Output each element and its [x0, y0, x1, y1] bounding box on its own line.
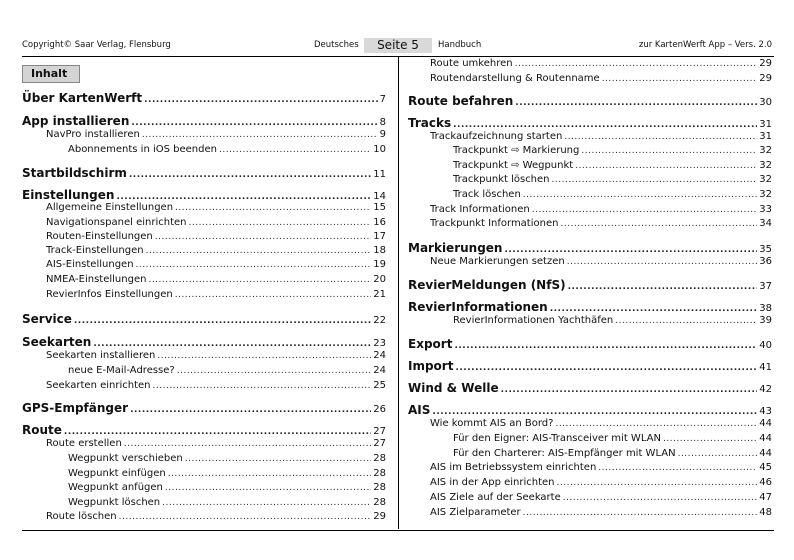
- toc-entry-title: Für den Eigner: AIS-Transceiver mit WLAN: [453, 433, 661, 444]
- toc-entry-page: 39: [759, 315, 772, 326]
- toc-entry-title: Trackpunkt löschen: [453, 174, 550, 185]
- toc-dot-leader: [129, 170, 371, 180]
- toc-entry[interactable]: [408, 300, 772, 314]
- toc-dot-leader: [567, 257, 758, 267]
- toc-entry-page: 32: [759, 160, 772, 171]
- toc-entry-title: Trackpunkt Informationen: [430, 218, 559, 229]
- toc-entry[interactable]: [430, 507, 772, 518]
- toc-entry[interactable]: [46, 202, 386, 213]
- toc-entry[interactable]: [408, 359, 772, 373]
- toc-entry-title: RevierInformationen: [408, 300, 548, 314]
- toc-entry[interactable]: [453, 448, 772, 459]
- toc-entry-title: Navigationspanel einrichten: [46, 217, 187, 228]
- toc-dot-leader: [455, 363, 757, 373]
- toc-entry-page: 32: [759, 145, 772, 156]
- toc-entry[interactable]: [46, 511, 386, 522]
- toc-entry[interactable]: [22, 312, 386, 326]
- toc-entry[interactable]: [453, 160, 772, 171]
- toc-entry-title: AIS-Einstellungen: [46, 259, 134, 270]
- toc-entry-page: 40: [759, 340, 772, 351]
- toc-entry-page: 33: [759, 204, 772, 215]
- toc-entry-title: Track Informationen: [430, 204, 530, 215]
- toc-entry-page: 14: [373, 191, 386, 202]
- toc-dot-leader: [454, 341, 757, 351]
- toc-entry[interactable]: [453, 189, 772, 200]
- toc-entry[interactable]: [430, 218, 772, 229]
- toc-dot-leader: [663, 434, 757, 444]
- toc-dot-leader: [144, 95, 378, 105]
- toc-entry[interactable]: [68, 497, 386, 508]
- toc-entry-title: Tracks: [408, 116, 452, 130]
- toc-entry-page: 42: [759, 384, 772, 395]
- toc-dot-leader: [555, 419, 757, 429]
- toc-dot-leader: [515, 59, 758, 69]
- toc-entry-page: 24: [373, 350, 386, 361]
- toc-entry-title: Import: [408, 359, 454, 373]
- toc-entry-page: 9: [379, 129, 386, 140]
- toc-entry[interactable]: [68, 482, 386, 493]
- toc-entry[interactable]: [46, 289, 386, 300]
- toc-entry-page: 46: [759, 477, 772, 488]
- toc-dot-leader: [116, 192, 371, 202]
- toc-entry[interactable]: [430, 256, 772, 267]
- footer-rule: [22, 530, 774, 531]
- toc-dot-leader: [165, 483, 371, 493]
- toc-entry[interactable]: [46, 217, 386, 228]
- toc-entry-title: Route befahren: [408, 94, 514, 108]
- toc-entry[interactable]: [408, 337, 772, 351]
- toc-entry-title: Wegpunkt löschen: [68, 497, 161, 508]
- toc-entry-title: Über KartenWerft: [22, 91, 143, 105]
- toc-entry-page: 36: [759, 256, 772, 267]
- toc-entry-title: Seekarten installieren: [46, 350, 156, 361]
- toc-entry-title: Seekarten: [22, 335, 92, 349]
- toc-entry[interactable]: [46, 259, 386, 270]
- toc-entry-title: RevierMeldungen (NfS): [408, 278, 566, 292]
- toc-dot-leader: [142, 130, 378, 140]
- toc-entry-title: Routen-Einstellungen: [46, 231, 153, 242]
- toc-dot-leader: [602, 74, 758, 84]
- toc-entry-title: Export: [408, 337, 453, 351]
- toc-dot-leader: [188, 218, 371, 228]
- toc-entry[interactable]: [68, 365, 386, 376]
- toc-entry-page: 10: [373, 144, 386, 155]
- toc-entry[interactable]: [453, 174, 772, 185]
- toc-entry-title: App installieren: [22, 114, 130, 128]
- toc-entry[interactable]: [408, 94, 772, 108]
- toc-entry-title: Neue Markierungen setzen: [430, 256, 565, 267]
- toc-dot-leader: [615, 316, 757, 326]
- toc-entry-page: 19: [373, 259, 386, 270]
- toc-entry[interactable]: [46, 380, 386, 391]
- toc-entry-page: 43: [759, 406, 772, 417]
- toc-entry-page: 31: [759, 131, 772, 142]
- toc-entry[interactable]: [430, 418, 772, 429]
- toc-dot-leader: [93, 339, 371, 349]
- toc-entry-page: 11: [373, 169, 386, 180]
- toc-entry[interactable]: [22, 114, 386, 128]
- toc-entry-title: Route umkehren: [430, 58, 513, 69]
- toc-entry-title: AIS Zielparameter: [430, 507, 521, 518]
- toc-entry[interactable]: [430, 131, 772, 142]
- toc-entry[interactable]: [408, 278, 772, 292]
- toc-entry-title: Route erstellen: [46, 438, 122, 449]
- toc-entry-title: GPS-Empfänger: [22, 401, 129, 415]
- toc-dot-leader: [177, 366, 372, 376]
- toc-entry[interactable]: [22, 166, 386, 180]
- toc-entry-page: 8: [379, 117, 386, 128]
- toc-dot-leader: [523, 508, 758, 518]
- toc-entry-title: Track löschen: [453, 189, 521, 200]
- toc-entry-page: 32: [759, 174, 772, 185]
- toc-entry-title: Startbildschirm: [22, 166, 127, 180]
- toc-dot-leader: [119, 512, 372, 522]
- toc-entry-page: 28: [373, 497, 386, 508]
- toc-entry-page: 47: [759, 492, 772, 503]
- toc-dot-leader: [564, 132, 757, 142]
- toc-entry[interactable]: [408, 241, 772, 255]
- header-page-number: Seite 5: [364, 38, 432, 53]
- toc-entry-title: AIS Ziele auf der Seekarte: [430, 492, 561, 503]
- toc-entry-title: Wegpunkt anfügen: [68, 482, 163, 493]
- toc-entry[interactable]: [22, 401, 386, 415]
- toc-entry[interactable]: [430, 492, 772, 503]
- toc-entry-page: 48: [759, 507, 772, 518]
- toc-entry[interactable]: [68, 144, 386, 155]
- toc-entry-page: 32: [759, 189, 772, 200]
- toc-dot-leader: [550, 304, 758, 314]
- toc-dot-leader: [162, 498, 371, 508]
- toc-dot-leader: [153, 381, 372, 391]
- toc-entry-page: 38: [759, 303, 772, 314]
- toc-entry-title: AIS in der App einrichten: [430, 477, 555, 488]
- toc-dot-leader: [552, 175, 758, 185]
- toc-entry-page: 44: [759, 433, 772, 444]
- toc-dot-leader: [501, 385, 758, 395]
- toc-entry-page: 41: [759, 362, 772, 373]
- toc-entry-title: RevierInformationen Yachthäfen: [453, 315, 614, 326]
- toc-entry-title: AIS: [408, 403, 431, 417]
- toc-dot-leader: [155, 232, 372, 242]
- toc-entry-page: 29: [373, 511, 386, 522]
- toc-entry-page: 28: [373, 468, 386, 479]
- toc-dot-leader: [219, 145, 371, 155]
- toc-entry-page: 37: [759, 281, 772, 292]
- toc-dot-leader: [185, 454, 372, 464]
- toc-entry-page: 28: [373, 482, 386, 493]
- toc-entry-title: Route: [22, 423, 62, 437]
- toc-entry[interactable]: [46, 129, 386, 140]
- toc-dot-leader: [678, 449, 758, 459]
- toc-dot-leader: [175, 290, 372, 300]
- toc-entry-page: 7: [379, 94, 386, 105]
- header-copyright: Copyright© Saar Verlag, Flensburg: [22, 40, 171, 50]
- toc-entry-page: 15: [373, 202, 386, 213]
- toc-entry-page: 17: [373, 231, 386, 242]
- header-app-version: zur KartenWerft App – Vers. 2.0: [638, 40, 772, 50]
- toc-entry[interactable]: [22, 91, 386, 105]
- toc-heading: Inhalt: [22, 65, 80, 83]
- toc-entry-page: 16: [373, 217, 386, 228]
- toc-entry-page: 25: [373, 380, 386, 391]
- toc-entry-page: 45: [759, 462, 772, 473]
- toc-dot-leader: [532, 205, 758, 215]
- toc-entry[interactable]: [22, 423, 386, 437]
- toc-entry-title: Trackpunkt ⇨ Markierung: [453, 145, 580, 156]
- toc-entry-page: 27: [373, 426, 386, 437]
- toc-dot-leader: [136, 260, 372, 270]
- toc-dot-leader: [504, 245, 757, 255]
- toc-entry-title: RevierInfos Einstellungen: [46, 289, 173, 300]
- toc-dot-leader: [515, 98, 757, 108]
- toc-entry[interactable]: [453, 315, 772, 326]
- toc-entry[interactable]: [22, 188, 386, 202]
- toc-dot-leader: [175, 203, 371, 213]
- toc-entry[interactable]: [46, 274, 386, 285]
- toc-entry-title: Einstellungen: [22, 188, 115, 202]
- toc-entry-title: NavPro installieren: [46, 129, 140, 140]
- toc-dot-leader: [523, 190, 757, 200]
- toc-entry-page: 23: [373, 338, 386, 349]
- toc-entry[interactable]: [453, 145, 772, 156]
- toc-entry[interactable]: [408, 381, 772, 395]
- toc-entry[interactable]: [68, 453, 386, 464]
- toc-entry-title: Routendarstellung & Routenname: [430, 73, 600, 84]
- toc-entry[interactable]: [46, 350, 386, 361]
- toc-entry-title: neue E-Mail-Adresse?: [68, 365, 175, 376]
- toc-dot-leader: [148, 275, 371, 285]
- toc-entry-page: 30: [759, 97, 772, 108]
- toc-dot-leader: [568, 282, 758, 292]
- toc-entry-page: 26: [373, 404, 386, 415]
- toc-entry[interactable]: [46, 245, 386, 256]
- toc-entry-page: 18: [373, 245, 386, 256]
- toc-entry[interactable]: [46, 231, 386, 242]
- toc-entry-page: 44: [759, 418, 772, 429]
- toc-entry-page: 34: [759, 218, 772, 229]
- toc-entry-title: Abonnements in iOS beenden: [68, 144, 217, 155]
- toc-entry[interactable]: [453, 433, 772, 444]
- toc-dot-leader: [598, 463, 757, 473]
- toc-entry-page: 31: [759, 119, 772, 130]
- toc-entry-title: Seekarten einrichten: [46, 380, 151, 391]
- toc-entry[interactable]: [408, 403, 772, 417]
- toc-entry-page: 21: [373, 289, 386, 300]
- toc-entry-page: 29: [759, 58, 772, 69]
- toc-dot-leader: [557, 478, 758, 488]
- toc-dot-leader: [74, 316, 371, 326]
- toc-dot-leader: [453, 120, 757, 130]
- toc-entry[interactable]: [46, 438, 386, 449]
- toc-entry-title: Markierungen: [408, 241, 503, 255]
- toc-dot-leader: [146, 246, 372, 256]
- toc-entry-title: AIS im Betriebssystem einrichten: [430, 462, 597, 473]
- toc-entry-title: Allgemeine Einstellungen: [46, 202, 174, 213]
- toc-dot-leader: [64, 427, 371, 437]
- toc-entry-title: Wie kommt AIS an Bord?: [430, 418, 554, 429]
- toc-entry-title: Trackaufzeichnung starten: [430, 131, 563, 142]
- toc-dot-leader: [581, 146, 757, 156]
- toc-entry[interactable]: [22, 335, 386, 349]
- header-right-word: Handbuch: [438, 40, 482, 50]
- toc-entry[interactable]: [68, 468, 386, 479]
- toc-entry[interactable]: [430, 73, 772, 84]
- toc-entry-title: Service: [22, 312, 72, 326]
- toc-dot-leader: [575, 161, 757, 171]
- toc-entry-title: NMEA-Einstellungen: [46, 274, 147, 285]
- header-left-word: Deutsches: [314, 40, 359, 50]
- toc-entry[interactable]: [430, 204, 772, 215]
- column-divider: [398, 57, 399, 529]
- toc-entry-page: 29: [759, 73, 772, 84]
- toc-entry-title: Wegpunkt verschieben: [68, 453, 183, 464]
- toc-entry[interactable]: [430, 58, 772, 69]
- toc-dot-leader: [157, 351, 371, 361]
- toc-dot-leader: [131, 118, 377, 128]
- toc-entry-title: Wind & Welle: [408, 381, 499, 395]
- toc-entry-page: 27: [373, 438, 386, 449]
- toc-dot-leader: [432, 407, 757, 417]
- toc-dot-leader: [563, 493, 758, 503]
- toc-dot-leader: [168, 469, 372, 479]
- toc-entry-page: 35: [759, 244, 772, 255]
- toc-entry-title: Für den Charterer: AIS-Empfänger mit WLAN: [453, 448, 676, 459]
- toc-entry-page: 20: [373, 274, 386, 285]
- toc-entry-title: Route löschen: [46, 511, 117, 522]
- toc-entry[interactable]: [430, 477, 772, 488]
- toc-dot-leader: [130, 405, 371, 415]
- toc-entry-page: 44: [759, 448, 772, 459]
- toc-entry-title: Track-Einstellungen: [46, 245, 144, 256]
- toc-entry[interactable]: [408, 116, 772, 130]
- toc-entry-page: 28: [373, 453, 386, 464]
- toc-entry-title: Wegpunkt einfügen: [68, 468, 166, 479]
- toc-entry-page: 22: [373, 315, 386, 326]
- toc-entry-title: Trackpunkt ⇨ Wegpunkt: [453, 160, 574, 171]
- toc-dot-leader: [124, 439, 371, 449]
- toc-entry[interactable]: [430, 462, 772, 473]
- toc-dot-leader: [560, 219, 757, 229]
- toc-entry-page: 24: [373, 365, 386, 376]
